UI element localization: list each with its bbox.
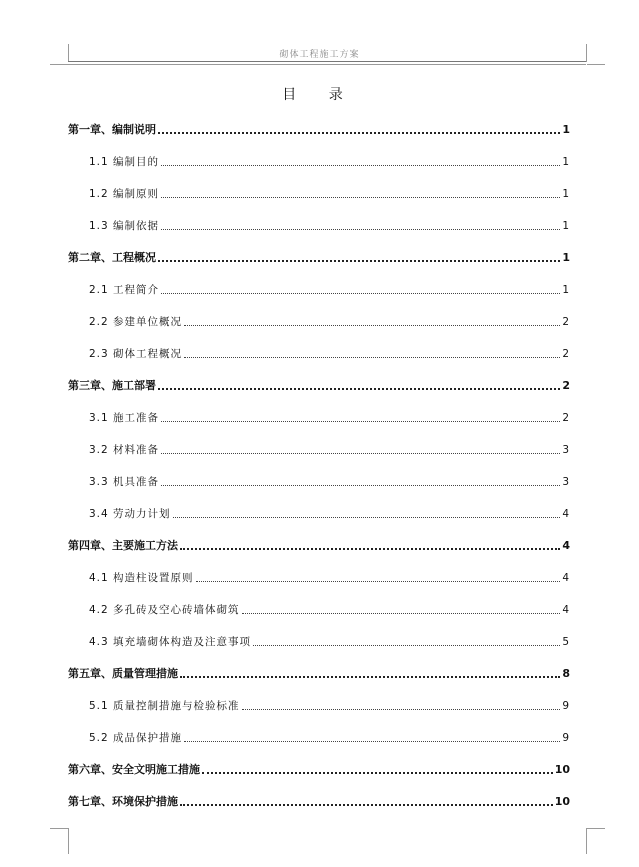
toc-dot-leader	[184, 357, 560, 358]
toc-section-entry[interactable]	[89, 634, 570, 650]
toc-page-number: 2	[562, 412, 570, 424]
toc-page-number: 10	[554, 795, 570, 808]
toc-page-number: 2	[562, 348, 570, 360]
toc-dot-leader	[180, 548, 560, 550]
toc-page-number: 1	[562, 123, 570, 136]
crop-mark-bottom-left-h	[50, 828, 68, 829]
header-rule-extension-left	[50, 64, 68, 65]
toc-dot-leader	[158, 260, 560, 262]
toc-page-number: 8	[562, 667, 570, 680]
toc-page-number: 10	[554, 763, 570, 776]
toc-page-number: 3	[562, 444, 570, 456]
header-rule-extension-right	[587, 64, 605, 65]
toc-entry-label: 5.2 成品保护措施	[89, 732, 183, 744]
toc-chapter-entry[interactable]	[68, 762, 570, 778]
toc-entry-label: 第七章、环境保护措施	[68, 795, 178, 808]
toc-page-number: 4	[562, 572, 570, 584]
toc-dot-leader	[158, 388, 560, 390]
toc-entry-label: 4.2 多孔砖及空心砖墙体砌筑	[89, 604, 240, 616]
toc-dot-leader	[161, 165, 560, 166]
toc-section-entry[interactable]	[89, 730, 570, 746]
toc-page-number: 5	[562, 636, 570, 648]
toc-section-entry[interactable]	[89, 442, 570, 458]
toc-entry-label: 第六章、安全文明施工措施	[68, 763, 200, 776]
toc-section-entry[interactable]	[89, 474, 570, 490]
toc-page-number: 1	[562, 251, 570, 264]
toc-section-entry[interactable]	[89, 698, 570, 714]
toc-dot-leader	[161, 453, 560, 454]
toc-dot-leader	[180, 804, 553, 806]
toc-page-number: 2	[562, 316, 570, 328]
toc-dot-leader	[158, 132, 560, 134]
toc-dot-leader	[161, 293, 560, 294]
toc-dot-leader	[173, 517, 561, 518]
toc-entry-label: 1.1 编制目的	[89, 156, 160, 168]
toc-dot-leader	[202, 772, 553, 774]
toc-page-number: 2	[562, 379, 570, 392]
toc-dot-leader	[242, 613, 561, 614]
toc-entry-label: 第二章、工程概况	[68, 251, 156, 264]
toc-section-entry[interactable]	[89, 186, 570, 202]
toc-entry-label: 2.3 砌体工程概况	[89, 348, 183, 360]
toc-dot-leader	[161, 229, 560, 230]
toc-page-number: 1	[562, 220, 570, 232]
toc-entry-label: 1.2 编制原则	[89, 188, 160, 200]
toc-chapter-entry[interactable]	[68, 378, 570, 394]
toc-page-number: 4	[562, 508, 570, 520]
toc-dot-leader	[253, 645, 560, 646]
toc-dot-leader	[242, 709, 561, 710]
header-rule	[68, 61, 586, 62]
toc-page-number: 9	[562, 700, 570, 712]
toc-chapter-entry[interactable]	[68, 122, 570, 138]
toc-section-entry[interactable]	[89, 314, 570, 330]
toc-page-number: 1	[562, 156, 570, 168]
running-header: 砌体工程施工方案	[279, 50, 360, 60]
toc-dot-leader	[184, 741, 560, 742]
toc-entry-label: 1.3 编制依据	[89, 220, 160, 232]
toc-page-number: 4	[562, 604, 570, 616]
toc-entry-label: 2.2 参建单位概况	[89, 316, 183, 328]
header-rule-secondary	[68, 64, 586, 65]
crop-mark-bottom-right-h	[587, 828, 605, 829]
toc-title: 目 录	[282, 87, 357, 103]
toc-entry-label: 3.1 施工准备	[89, 412, 160, 424]
toc-dot-leader	[184, 325, 560, 326]
toc-entry-label: 3.4 劳动力计划	[89, 508, 171, 520]
toc-entry-label: 第四章、主要施工方法	[68, 539, 178, 552]
toc-section-entry[interactable]	[89, 410, 570, 426]
toc-section-entry[interactable]	[89, 570, 570, 586]
toc-entry-label: 第五章、质量管理措施	[68, 667, 178, 680]
toc-entry-label: 4.3 填充墙砌体构造及注意事项	[89, 636, 252, 648]
toc-entry-label: 3.2 材料准备	[89, 444, 160, 456]
toc-chapter-entry[interactable]	[68, 538, 570, 554]
toc-section-entry[interactable]	[89, 282, 570, 298]
toc-section-entry[interactable]	[89, 602, 570, 618]
toc-entry-label: 5.1 质量控制措施与检验标准	[89, 700, 240, 712]
toc-page-number: 9	[562, 732, 570, 744]
toc-dot-leader	[180, 676, 560, 678]
toc-page-number: 4	[562, 539, 570, 552]
crop-mark-bottom-right	[586, 828, 587, 854]
toc-entry-label: 2.1 工程简介	[89, 284, 160, 296]
toc-section-entry[interactable]	[89, 218, 570, 234]
toc-dot-leader	[161, 197, 560, 198]
toc-entry-label: 第三章、施工部署	[68, 379, 156, 392]
toc-page-number: 3	[562, 476, 570, 488]
toc-dot-leader	[161, 421, 560, 422]
toc-chapter-entry[interactable]	[68, 250, 570, 266]
toc-page-number: 1	[562, 188, 570, 200]
toc-entry-label: 第一章、编制说明	[68, 123, 156, 136]
toc-chapter-entry[interactable]	[68, 666, 570, 682]
toc-entry-label: 4.1 构造柱设置原则	[89, 572, 194, 584]
toc-entry-label: 3.3 机具准备	[89, 476, 160, 488]
toc-chapter-entry[interactable]	[68, 794, 570, 810]
toc-section-entry[interactable]	[89, 346, 570, 362]
toc-page-number: 1	[562, 284, 570, 296]
toc-dot-leader	[196, 581, 561, 582]
toc-section-entry[interactable]	[89, 154, 570, 170]
toc-section-entry[interactable]	[89, 506, 570, 522]
crop-mark-bottom-left	[68, 828, 69, 854]
toc-dot-leader	[161, 485, 560, 486]
